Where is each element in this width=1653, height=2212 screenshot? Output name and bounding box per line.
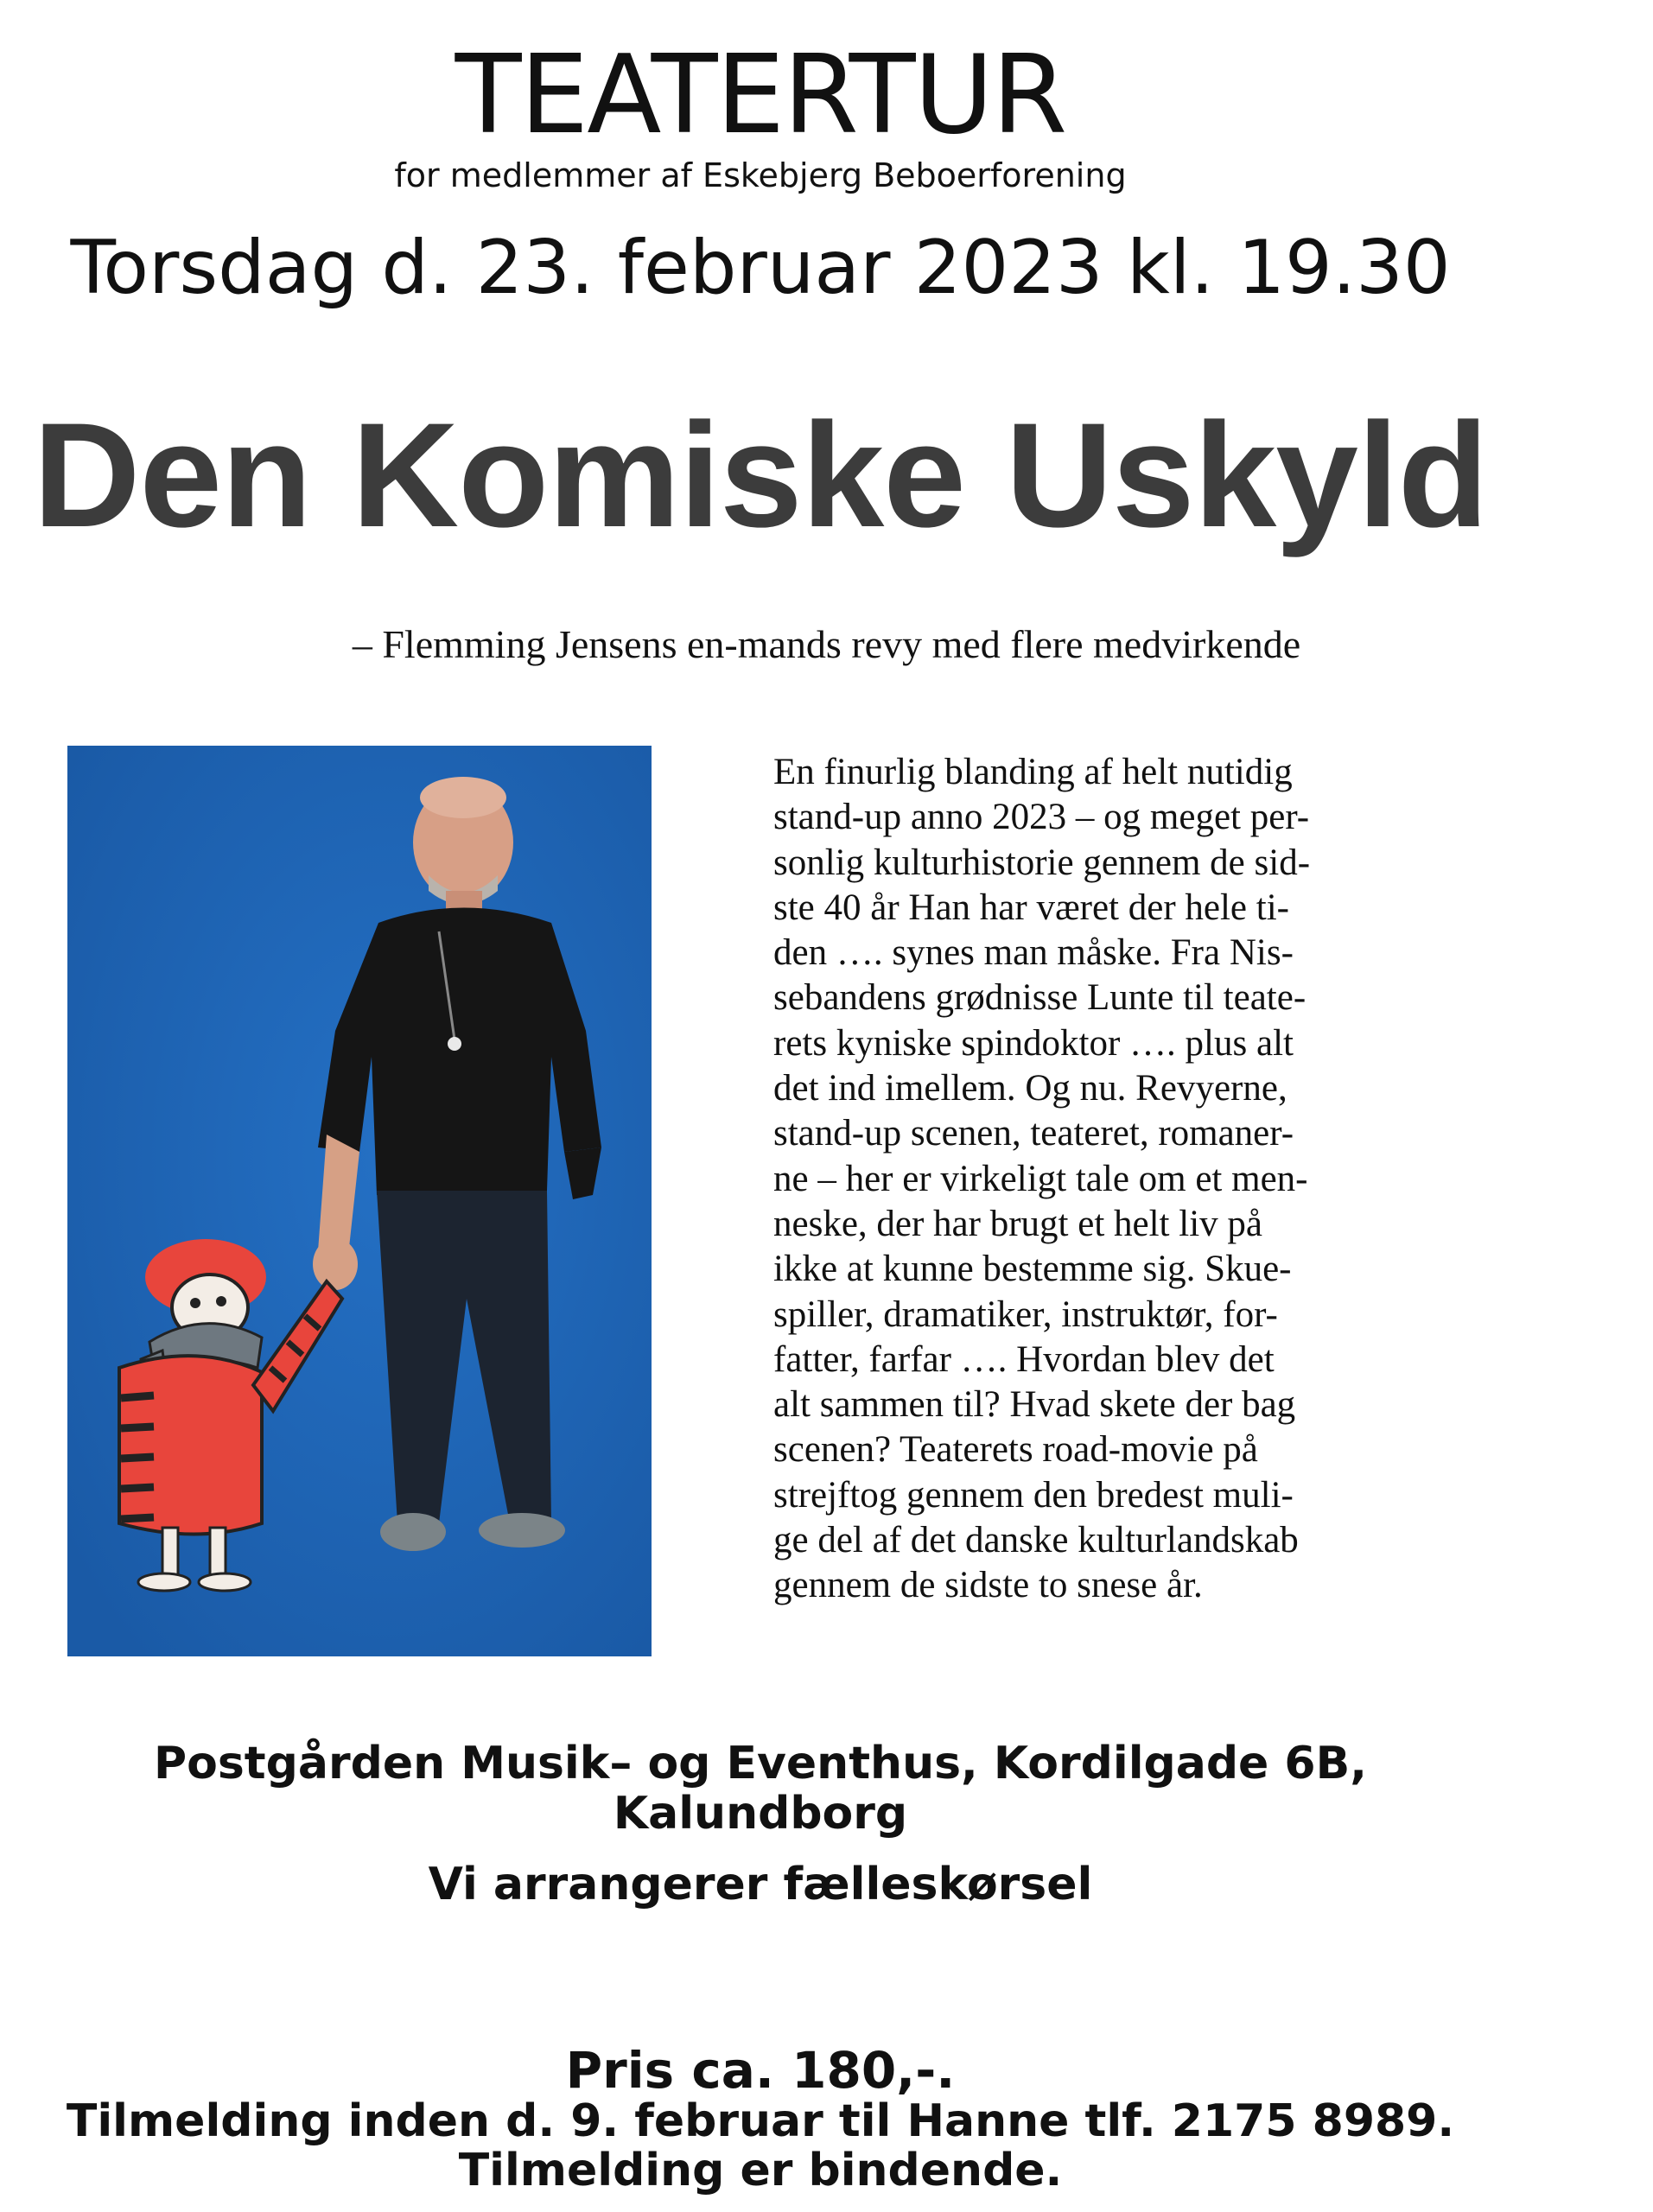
description-line: den …. synes man måske. Fra Nis-	[773, 932, 1294, 974]
show-tagline: – Flemming Jensens en-mands revy med flere medvirkende	[352, 622, 1301, 666]
signup-info: Tilmelding inden d. 9. februar til Hanne tlf. 2175 8989.	[66, 2095, 1455, 2147]
description-line: alt sammen til? Hvad skete der bag	[773, 1384, 1296, 1426]
description-line: ge del af det danske kulturlandskab	[773, 1520, 1299, 1561]
description-line: strejftog gennem den bredest muli-	[773, 1474, 1294, 1516]
description-line: rets kyniske spindoktor …. plus alt	[773, 1022, 1294, 1064]
event-date: Torsdag d. 23. februar 2023 kl. 19.30	[70, 225, 1451, 311]
ticket-price: Pris ca. 180,-.	[565, 2041, 956, 2100]
binding-note: Tilmelding er bindende.	[458, 2145, 1063, 2196]
venue-city: Kalundborg	[613, 1788, 908, 1840]
description-line: sebandens grødnisse Lunte til teate-	[773, 977, 1307, 1019]
description-line: En finurlig blanding af helt nutidig	[773, 752, 1293, 792]
description-line: neske, der har brugt et helt liv på	[773, 1203, 1262, 1244]
description-line: ikke at kunne bestemme sig. Skue-	[773, 1249, 1292, 1290]
venue-address: Postgården Musik– og Eventhus, Kordilgade 6B,	[154, 1738, 1367, 1789]
description-line: spiller, dramatiker, instruktør, for-	[773, 1294, 1278, 1335]
description-line: stand-up anno 2023 – og meget per-	[773, 797, 1310, 838]
show-title: Den Komiske Uskyld	[33, 392, 1488, 558]
description-line: ste 40 år Han har været der hele ti-	[773, 887, 1289, 928]
poster-subheading: for medlemmer af Eskebjerg Beboerforening	[394, 156, 1127, 194]
description-line: sonlig kulturhistorie gennem de sid-	[773, 842, 1311, 883]
poster-heading: TEATERTUR	[455, 31, 1066, 158]
description-line: ne – her er virkeligt tale om et men-	[773, 1158, 1308, 1199]
description-line: stand-up scenen, teateret, romaner-	[773, 1113, 1294, 1154]
description-line: gennem de sidste to snese år.	[773, 1565, 1203, 1606]
show-description	[773, 750, 1430, 1609]
carpool-note: Vi arrangerer fælleskørsel	[428, 1859, 1093, 1910]
description-line: scenen? Teaterets road-movie på	[773, 1429, 1258, 1471]
description-line: det ind imellem. Og nu. Revyerne,	[773, 1068, 1287, 1109]
description-line: fatter, farfar …. Hvordan blev det	[773, 1338, 1275, 1380]
performer-photo	[67, 746, 652, 1656]
